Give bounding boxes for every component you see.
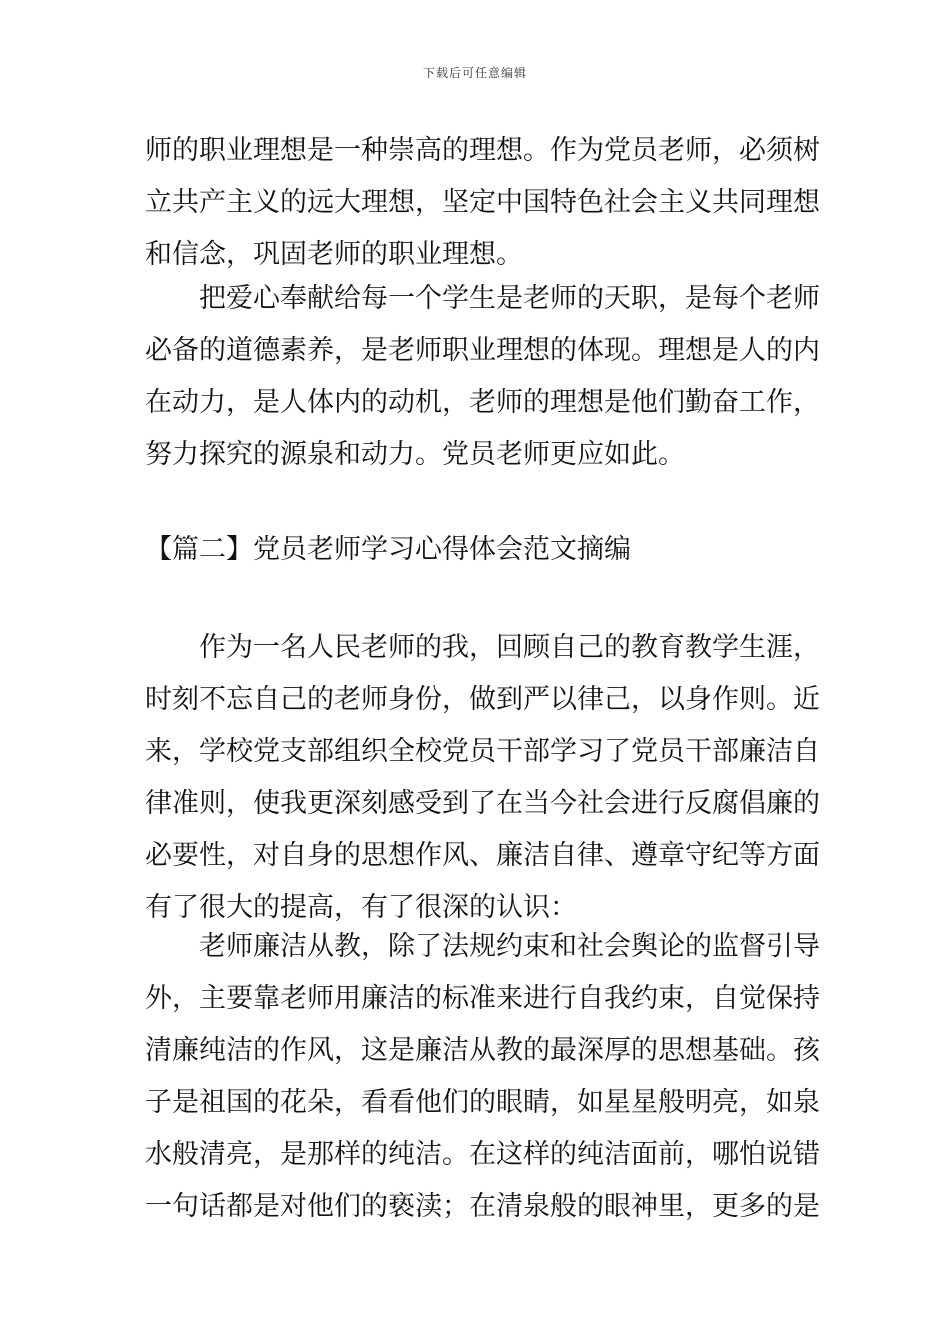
paragraph-3 (145, 622, 820, 934)
paragraph-line: 和信念，巩固老师的职业理想。 (145, 239, 523, 270)
paragraph-2 (145, 273, 820, 481)
paragraph-line: 在动力，是人体内的动机，老师的理想是他们勤奋工作， (145, 387, 820, 418)
paragraph-line: 律准则，使我更深刻感受到了在当今社会进行反腐倡廉的 (145, 788, 820, 819)
paragraph-line: 必备的道德素养，是老师职业理想的体现。理想是人的内 (145, 335, 820, 366)
paragraph-line: 必要性，对自身的思想作风、廉洁自律、遵章守纪等方面 (145, 840, 820, 871)
paragraph-line: 师的职业理想是一种崇高的理想。作为党员老师，必须树 (145, 135, 820, 166)
paragraph-line: 有了很大的提高，有了很深的认识： (145, 892, 577, 923)
paragraph-line: 把爱心奉献给每一个学生是老师的天职，是每个老师 (145, 283, 820, 314)
paragraph-line: 老师廉洁从教，除了法规约束和社会舆论的监督引导 (145, 931, 820, 962)
paragraph-line: 立共产主义的远大理想，坚定中国特色社会主义共同理想 (145, 187, 820, 218)
paragraph-line: 作为一名人民老师的我，回顾自己的教育教学生涯， (145, 632, 820, 663)
section-title: 【篇二】党员老师学习心得体会范文摘编 (145, 534, 631, 565)
paragraph-line: 清廉纯洁的作风，这是廉洁从教的最深厚的思想基础。孩 (145, 1035, 820, 1066)
paragraph-4 (145, 921, 820, 1233)
header-note: 下载后可任意编辑 (422, 66, 527, 80)
paragraph-line: 子是祖国的花朵，看看他们的眼睛，如星星般明亮，如泉 (145, 1087, 820, 1118)
paragraph-line: 一句话都是对他们的亵渎；在清泉般的眼神里，更多的是 (145, 1191, 820, 1222)
paragraph-line: 时刻不忘自己的老师身份，做到严以律己，以身作则。近 (145, 684, 820, 715)
paragraph-line: 水般清亮，是那样的纯洁。在这样的纯洁面前，哪怕说错 (145, 1139, 820, 1170)
paragraph-line: 来，学校党支部组织全校党员干部学习了党员干部廉洁自 (145, 736, 820, 767)
paragraph-line: 努力探究的源泉和动力。党员老师更应如此。 (145, 439, 685, 470)
paragraph-line: 外，主要靠老师用廉洁的标准来进行自我约束，自觉保持 (145, 983, 820, 1014)
paragraph-1 (145, 125, 820, 281)
